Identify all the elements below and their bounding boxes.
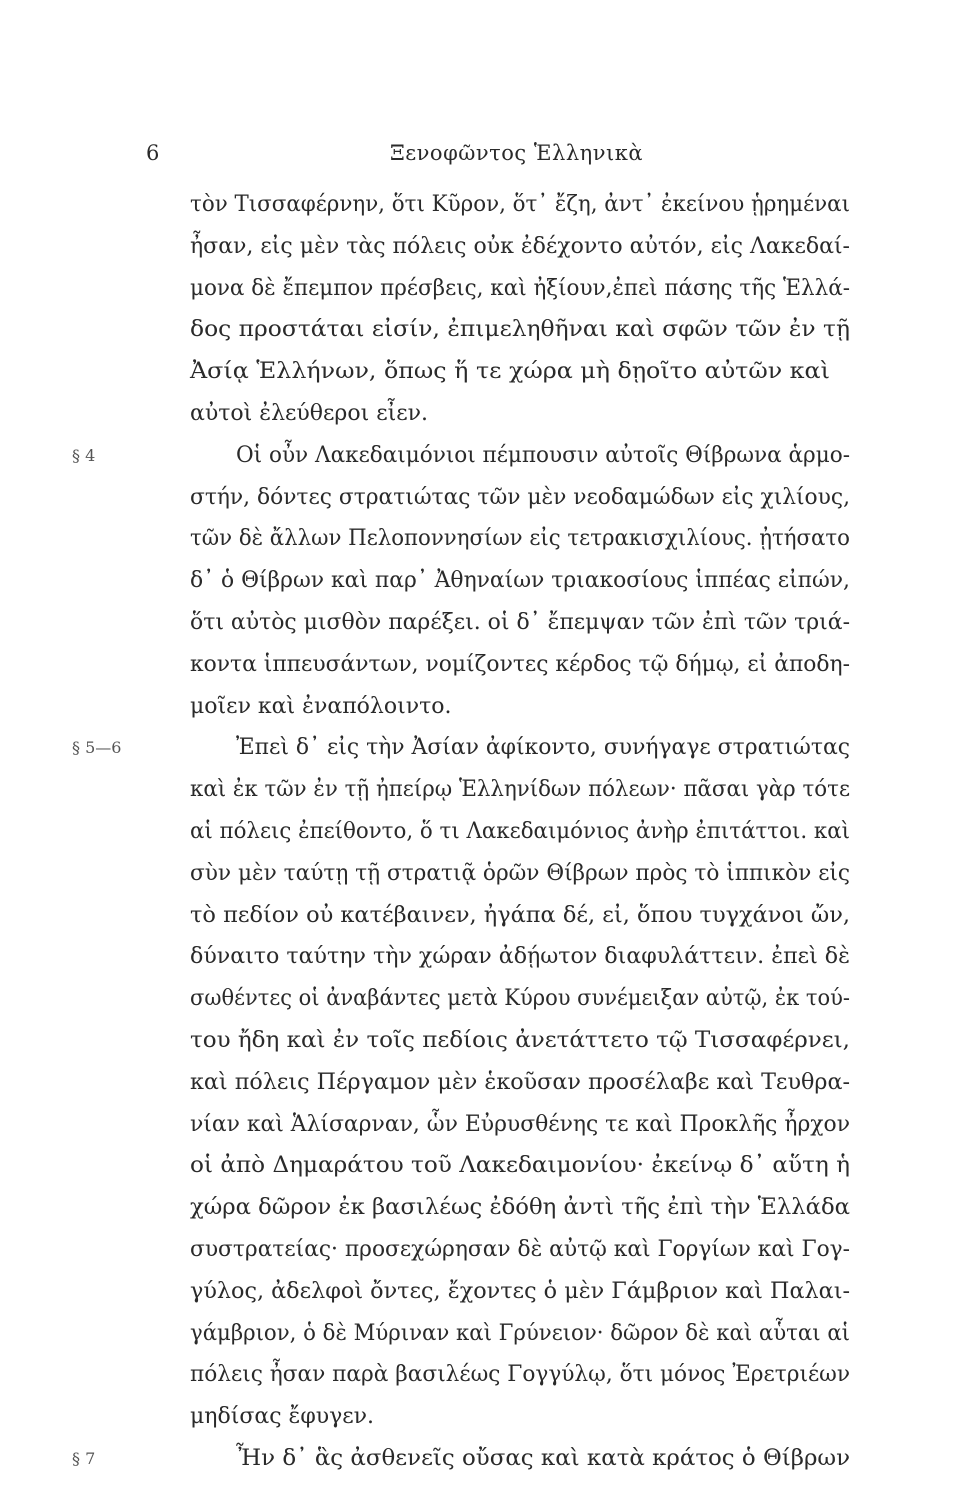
- line-text: δος προστάται εἰσίν, ἐπιμεληθῆναι καὶ σφῶν τῶν ἐν τῇ: [190, 317, 850, 343]
- page-number: 6: [146, 141, 160, 165]
- line-text: ἦσαν, εἰς μὲν τὰς πόλεις οὐκ ἐδέχοντο αὐτόν, εἰς Λακεδαί-: [190, 233, 850, 259]
- line-text: Ἀσίᾳ Ἑλλήνων, ὅπως ἥ τε χώρα μὴ δῃοῖτο αὐτῶν καὶ: [190, 359, 830, 385]
- line-text: Ἦν δ᾽ ἃς ἀσθενεῖς οὔσας καὶ κατὰ κράτος ὁ Θίβρων: [236, 1445, 850, 1471]
- text-line: [190, 226, 850, 268]
- line-text: γύλος, ἀδελφοὶ ὄντες, ἔχοντες ὁ μὲν Γάμβριον καὶ Παλαι-: [190, 1278, 850, 1304]
- line-text: αἱ πόλεις ἐπείθοντο, ὅ τι Λακεδαιμόνιος ἀνὴρ ἐπιτάττοι. καὶ: [190, 818, 850, 844]
- line-text: χώρα δῶρον ἐκ βασιλέως ἐδόθη ἀντὶ τῆς ἐπὶ τὴν Ἑλλάδα: [190, 1195, 850, 1221]
- text-line: [190, 811, 850, 853]
- text-line: [190, 1229, 850, 1271]
- line-text: καὶ ἐκ τῶν ἐν τῇ ἠπείρῳ Ἑλληνίδων πόλεων· πᾶσαι γὰρ τότε: [190, 777, 850, 803]
- line-text: συστρατείας· προσεχώρησαν δὲ αὐτῷ καὶ Γοργίων καὶ Γογ-: [190, 1236, 850, 1262]
- text-line: [190, 184, 850, 226]
- line-text: καὶ πόλεις Πέργαμον μὲν ἑκοῦσαν προσέλαβε καὶ Τευθρα-: [190, 1069, 851, 1095]
- text-line: [190, 644, 850, 686]
- line-text: μοῖεν καὶ ἐναπόλοιντο.: [190, 693, 452, 719]
- text-line: [190, 1354, 850, 1396]
- text-line: [190, 602, 850, 644]
- text-line: [190, 351, 850, 393]
- line-text: σωθέντες οἱ ἀναβάντες μετὰ Κύρου συνέμειξαν αὐτῷ, ἐκ τού-: [190, 986, 850, 1012]
- text-line: [190, 268, 850, 310]
- line-text: αὐτοὶ ἐλεύθεροι εἶεν.: [190, 400, 429, 426]
- line-text: ὅτι αὐτὸς μισθὸν παρέξει. οἱ δ᾽ ἔπεμψαν τῶν ἐπὶ τῶν τριά-: [190, 609, 850, 635]
- line-text: οἱ ἀπὸ Δημαράτου τοῦ Λακεδαιμονίου· ἐκείνῳ δ᾽ αὕτη ἡ: [190, 1153, 850, 1179]
- running-head: Ξενοφῶντος Ἑλληνικὰ: [390, 141, 644, 165]
- line-text: μονα δὲ ἔπεμπον πρέσβεις, καὶ ἠξίουν,ἐπεὶ πάσης τῆς Ἑλλά-: [190, 275, 850, 301]
- text-line: [72, 435, 850, 477]
- line-text: νίαν καὶ Ἁλίσαρναν, ὧν Εὐρυσθένης τε καὶ Προκλῆς ἦρχον: [190, 1111, 850, 1137]
- text-line: [190, 686, 850, 728]
- line-text: γάμβριον, ὁ δὲ Μύριναν καὶ Γρύνειον· δῶρον δὲ καὶ αὗται αἱ: [190, 1320, 850, 1346]
- line-text: μηδίσας ἔφυγεν.: [190, 1404, 375, 1430]
- text-line: [190, 853, 850, 895]
- text-line: [190, 1187, 850, 1229]
- line-text: τὸ πεδίον οὐ κατέβαινεν, ἠγάπα δέ, εἰ, ὅπου τυγχάνοι ὤν,: [190, 902, 850, 928]
- section-marker: § 4: [72, 445, 96, 465]
- text-line: [190, 1020, 850, 1062]
- line-text: του ἤδη καὶ ἐν τοῖς πεδίοις ἀνετάττετο τῷ Τισσαφέρνει,: [190, 1027, 850, 1053]
- text-line: [190, 1396, 850, 1438]
- section-marker: § 5—6: [72, 738, 122, 758]
- line-text: κοντα ἱππευσάντων, νομίζοντες κέρδος τῷ δήμῳ, εἰ ἀποδη-: [190, 651, 850, 677]
- text-line: [190, 393, 850, 435]
- line-text: τῶν δὲ ἄλλων Πελοποννησίων εἰς τετρακισχιλίους. ᾐτήσατο: [190, 526, 850, 552]
- text-line: [190, 560, 850, 602]
- line-text: πόλεις ἦσαν παρὰ βασιλέως Γογγύλῳ, ὅτι μόνος Ἐρετριέων: [190, 1362, 850, 1388]
- text-line: [72, 727, 850, 769]
- text-line: [190, 978, 850, 1020]
- text-line: [190, 477, 850, 519]
- text-line: [190, 1145, 850, 1187]
- section-marker: § 7: [72, 1448, 96, 1468]
- line-text: δύναιτο ταύτην τὴν χώραν ἀδῄωτον διαφυλάττειν. ἐπεὶ δὲ: [190, 944, 850, 970]
- line-text: Ἐπεὶ δ᾽ εἰς τὴν Ἀσίαν ἀφίκοντο, συνήγαγε στρατιώτας: [236, 735, 850, 761]
- text-line: [190, 895, 850, 937]
- line-text: στήν, δόντες στρατιώτας τῶν μὲν νεοδαμώδων εἰς χιλίους,: [190, 484, 850, 510]
- text-line: [190, 1062, 850, 1104]
- main-text: [72, 184, 851, 1480]
- line-text: σὺν μὲν ταύτῃ τῇ στρατιᾷ ὁρῶν Θίβρων πρὸς τὸ ἱππικὸν εἰς: [190, 860, 850, 886]
- line-text: Οἱ οὖν Λακεδαιμόνιοι πέμπουσιν αὐτοῖς Θίβρωνα ἁρμο-: [236, 442, 850, 468]
- text-line: [72, 1438, 850, 1480]
- text-line: [190, 936, 850, 978]
- text-line: [190, 518, 850, 560]
- text-line: [190, 309, 850, 351]
- text-line: [190, 769, 850, 811]
- line-text: τὸν Τισσαφέρνην, ὅτι Κῦρον, ὅτ᾽ ἔζη, ἀντ᾽ ἐκείνου ᾑρημέναι: [190, 192, 850, 217]
- text-line: [190, 1271, 850, 1313]
- text-line: [190, 1104, 850, 1146]
- line-text: δ᾽ ὁ Θίβρων καὶ παρ᾽ Ἀθηναίων τριακοσίους ἱππέας εἰπών,: [190, 568, 850, 594]
- text-line: [190, 1313, 850, 1355]
